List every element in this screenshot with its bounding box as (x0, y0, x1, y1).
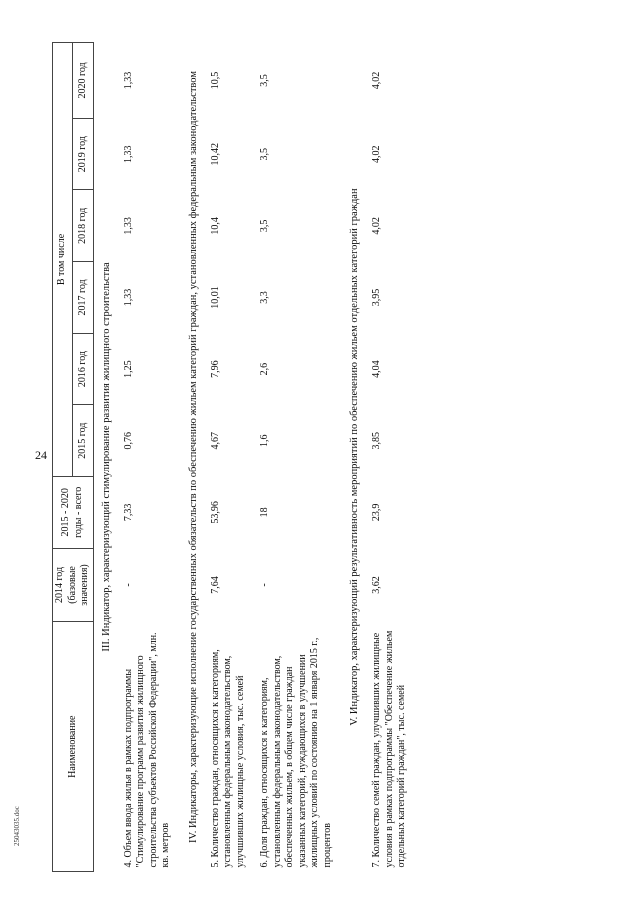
value-cell: 1,6 (259, 434, 271, 447)
section-title: III. Индикатор, характеризующий стимулирование развития жилищного строительства (100, 262, 112, 652)
header-year: 2015 год (73, 405, 93, 477)
header-total: 2015 - 2020 годы - всего (53, 477, 94, 549)
row-name: 7. Количество семей граждан, улучшивших жилищные условия в рамках подпрограммы "Обеспечение жильем отдельных категорий граждан", тыс. семей (371, 630, 408, 868)
value-cell: 3,5 (259, 147, 271, 161)
value-cell: 10,01 (209, 286, 221, 309)
header-including: В том числе (53, 43, 73, 477)
value-cell: 18 (259, 507, 271, 518)
value-cell: 7,96 (209, 360, 221, 378)
value-cell: 1,33 (122, 288, 134, 307)
value-cell: 7,64 (209, 576, 221, 594)
indicator-table (52, 42, 417, 872)
table-header (53, 43, 94, 872)
header-year: 2018 год (73, 190, 93, 262)
value-cell: 10,4 (209, 217, 221, 235)
value-cell: 1,33 (122, 145, 134, 163)
value-cell: 7,33 (122, 503, 134, 522)
row-name: 5. Количество граждан, относящихся к категориям, установленным федеральным законодательством, улучшивших жилищные условия, тыс. семей (209, 649, 246, 868)
header-year: 2017 год (73, 262, 93, 334)
header-year: 2019 год (73, 118, 93, 190)
value-cell: 53,96 (209, 501, 221, 524)
indicator-table-container (52, 42, 612, 872)
value-cell: 0,76 (122, 431, 134, 450)
table-row (119, 43, 181, 872)
value-cell: 4,67 (209, 431, 221, 450)
value-cell: 10,5 (209, 71, 221, 90)
page-number: 24 (35, 448, 47, 462)
section-title: IV. Индикаторы, характеризующие исполнение государственных обязательств по обеспечению жильем категорий граждан, установленных федеральным законодательством (187, 71, 199, 843)
row-name: 4. Объем ввода жилья в рамках подпрограммы "Стимулирование программ развития жилищного строительства субъектов Российской Федерации", млн. кв. метров (122, 632, 172, 868)
value-cell: 23,9 (371, 503, 383, 522)
value-cell: 2,6 (259, 362, 271, 376)
row-name: 6. Доля граждан, относящихся к категориям, установленным федеральным законодательством, обеспеченных жильем, в общем числе граждан указанных категорий, нуждающихся в улучшении жилищных условий по состоянию на 1 января 2015 г., процентов (259, 637, 333, 868)
value-cell: 1,25 (122, 360, 134, 378)
value-cell: 1,33 (122, 217, 134, 235)
header-year: 2016 год (73, 333, 93, 405)
value-cell: 3,3 (259, 291, 271, 304)
header-year: 2020 год (73, 43, 93, 119)
value-cell: 4,04 (371, 360, 383, 378)
value-cell: 3,5 (259, 74, 271, 87)
value-cell: - (259, 583, 271, 587)
value-cell: 3,5 (259, 219, 271, 233)
document-reference: 25043035.doc (13, 806, 21, 846)
value-cell: 4,02 (371, 145, 383, 163)
value-cell: 3,85 (371, 431, 383, 450)
value-cell: 10,42 (209, 142, 221, 166)
value-cell: 3,95 (371, 288, 383, 307)
table-row (255, 43, 342, 872)
value-cell: 3,62 (371, 576, 383, 594)
header-base-year: 2014 год (базовые значения) (53, 548, 94, 622)
table-row (206, 43, 256, 872)
section-title: V. Индикатор, характеризующий результативность мероприятий по обеспечению жильем отдельных категорий граждан (349, 188, 361, 726)
value-cell: 4,02 (371, 217, 383, 235)
value-cell: - (122, 583, 134, 587)
value-cell: 4,02 (371, 71, 383, 90)
table-row (367, 43, 417, 872)
value-cell: 1,33 (122, 71, 134, 90)
header-name: Наименование (53, 622, 94, 872)
table-body (93, 43, 417, 872)
